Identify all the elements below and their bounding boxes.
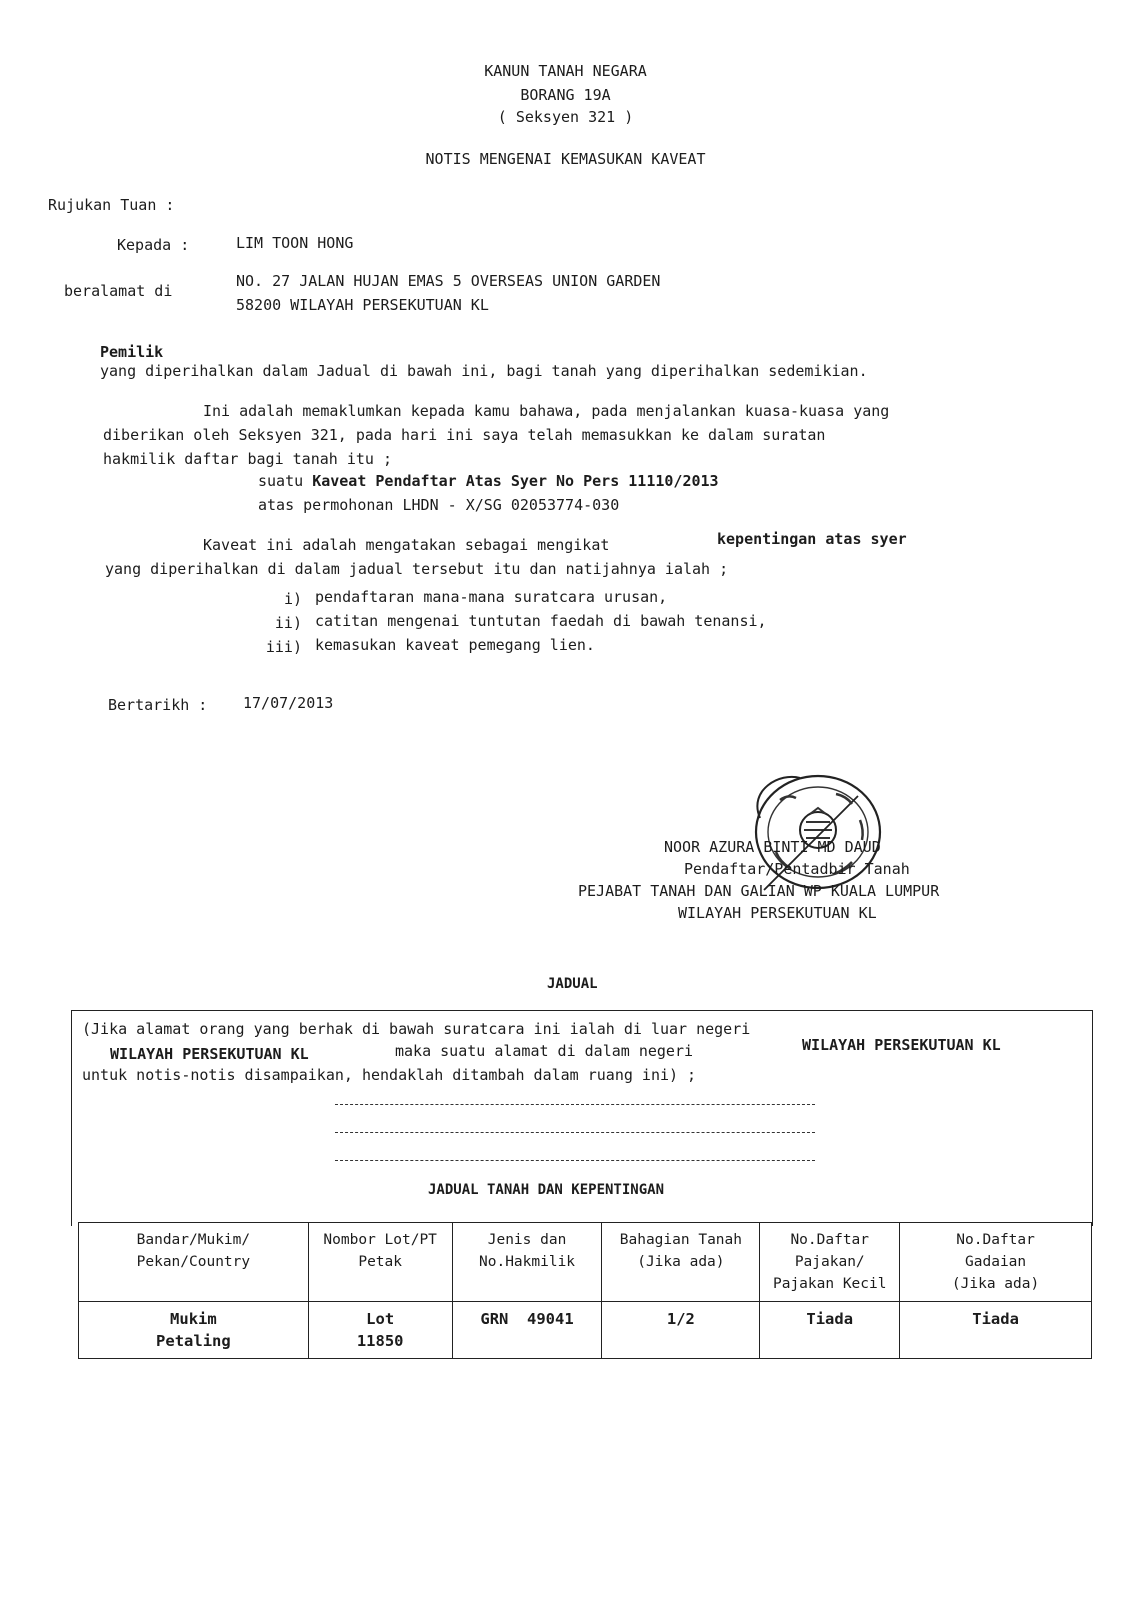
paragraph-2-line-1b: kepentingan atas syer	[717, 530, 907, 548]
form-number: BORANG 19A	[520, 86, 611, 104]
address-label: beralamat di	[64, 282, 173, 300]
signatory-office: PEJABAT TANAH DAN GALIAN WP KUALA LUMPUR	[578, 882, 940, 900]
section-ref: ( Seksyen 321 )	[497, 108, 634, 126]
column-header-title-type	[452, 1223, 602, 1302]
address-line-1: NO. 27 JALAN HUJAN EMAS 5 OVERSEAS UNION GARDEN	[236, 272, 661, 290]
cell-line: Petaling	[156, 1332, 231, 1350]
schedule-title: JADUAL	[547, 976, 598, 992]
column-header-line: Jenis dan	[487, 1232, 567, 1248]
address-blank-line-1	[335, 1104, 815, 1105]
column-header-line: No.Hakmilik	[479, 1254, 576, 1270]
schedule-note-state-1: WILAYAH PERSEKUTUAN KL	[110, 1045, 309, 1063]
paragraph-2-line-1a: Kaveat ini adalah mengatakan sebagai mengikat	[203, 536, 610, 554]
cell-hakmilik: GRN 49041	[452, 1302, 602, 1359]
column-header-line: Nombor Lot/PT	[323, 1232, 437, 1248]
item-1-text: pendaftaran mana-mana suratcara urusan,	[315, 588, 668, 606]
table-header-row	[79, 1223, 1092, 1302]
column-header-line: No.Daftar	[790, 1232, 870, 1248]
column-header-line: Petak	[358, 1254, 402, 1270]
column-header-line: (Jika ada)	[637, 1254, 725, 1270]
column-header-lease	[760, 1223, 900, 1302]
item-2-text: catitan mengenai tuntutan faedah di bawah tenansi,	[315, 612, 767, 630]
address-blank-line-3	[335, 1160, 815, 1161]
column-header-line: Bahagian Tanah	[619, 1232, 742, 1248]
item-1-number: i)	[283, 590, 302, 608]
official-stamp-icon	[740, 770, 890, 900]
column-header-line: Pekan/Country	[136, 1254, 251, 1270]
column-header-line: Pajakan Kecil	[772, 1276, 887, 1292]
caveat-prefix: suatu	[258, 472, 304, 490]
schedule-note-line-1: (Jika alamat orang yang berhak di bawah suratcara ini ialah di luar negeri	[82, 1020, 751, 1038]
paragraph-2-line-2: yang diperihalkan di dalam jadual tersebut itu dan natijahnya ialah ;	[105, 560, 729, 578]
cell-line: Lot	[366, 1310, 395, 1328]
cell-charge: Tiada	[900, 1302, 1092, 1359]
notice-title: NOTIS MENGENAI KEMASUKAN KAVEAT	[425, 150, 706, 168]
signatory-position: Pendaftar/Pentadbir Tanah	[684, 860, 910, 878]
owner-label: Pemilik	[100, 343, 164, 361]
paragraph-1-line-1: Ini adalah memaklumkan kepada kamu bahawa, pada menjalankan kuasa-kuasa yang	[203, 402, 890, 420]
column-header-lot	[308, 1223, 452, 1302]
column-header-line: Gadaian	[965, 1254, 1027, 1270]
act-title: KANUN TANAH NEGARA	[484, 62, 647, 80]
table-row	[79, 1302, 1092, 1359]
cell-mukim	[79, 1302, 309, 1359]
column-header-line: (Jika ada)	[951, 1276, 1040, 1292]
schedule-note-line-2: maka suatu alamat di dalam negeri	[395, 1042, 694, 1060]
cell-line: Mukim	[170, 1310, 217, 1328]
column-header-charge	[900, 1223, 1092, 1302]
column-header-share	[602, 1223, 760, 1302]
item-2-number: ii)	[274, 614, 302, 632]
cell-lot	[308, 1302, 452, 1359]
owner-text: yang diperihalkan dalam Jadual di bawah ini, bagi tanah yang diperihalkan sedemikian.	[100, 362, 868, 380]
schedule-note-line-3: untuk notis-notis disampaikan, hendaklah ditambah dalam ruang ini) ;	[82, 1066, 697, 1084]
column-header-line: No.Daftar	[956, 1232, 1035, 1248]
land-schedule-title: JADUAL TANAH DAN KEPENTINGAN	[428, 1182, 665, 1198]
date-value: 17/07/2013	[243, 694, 334, 712]
schedule-note-state-2: WILAYAH PERSEKUTUAN KL	[802, 1036, 1001, 1054]
caveat-line	[258, 472, 719, 490]
signatory-state: WILAYAH PERSEKUTUAN KL	[678, 904, 877, 922]
address-blank-line-2	[335, 1132, 815, 1133]
recipient-name: LIM TOON HONG	[236, 234, 354, 252]
application-ref: atas permohonan LHDN - X/SG 02053774-030	[258, 496, 620, 514]
item-3-text: kemasukan kaveat pemegang lien.	[315, 636, 595, 654]
caveat-type: Kaveat Pendaftar Atas Syer No Pers 11110/2013	[312, 472, 719, 490]
signatory-name: NOOR AZURA BINTI MD DAUD	[664, 838, 881, 856]
column-header-line: Pajakan/	[794, 1254, 865, 1270]
reference-label: Rujukan Tuan :	[48, 196, 175, 214]
land-schedule-table	[78, 1222, 1092, 1359]
cell-line: 11850	[356, 1332, 404, 1350]
cell-lease: Tiada	[760, 1302, 900, 1359]
paragraph-1-line-3: hakmilik daftar bagi tanah itu ;	[103, 450, 392, 468]
column-header-town	[79, 1223, 309, 1302]
address-line-2: 58200 WILAYAH PERSEKUTUAN KL	[236, 296, 489, 314]
item-3-number: iii)	[265, 638, 302, 656]
to-label: Kepada :	[117, 236, 190, 254]
paragraph-1-line-2: diberikan oleh Seksyen 321, pada hari ini saya telah memasukkan ke dalam suratan	[103, 426, 826, 444]
column-header-line: Bandar/Mukim/	[136, 1232, 251, 1248]
cell-share: 1/2	[602, 1302, 760, 1359]
date-label: Bertarikh :	[108, 696, 208, 714]
